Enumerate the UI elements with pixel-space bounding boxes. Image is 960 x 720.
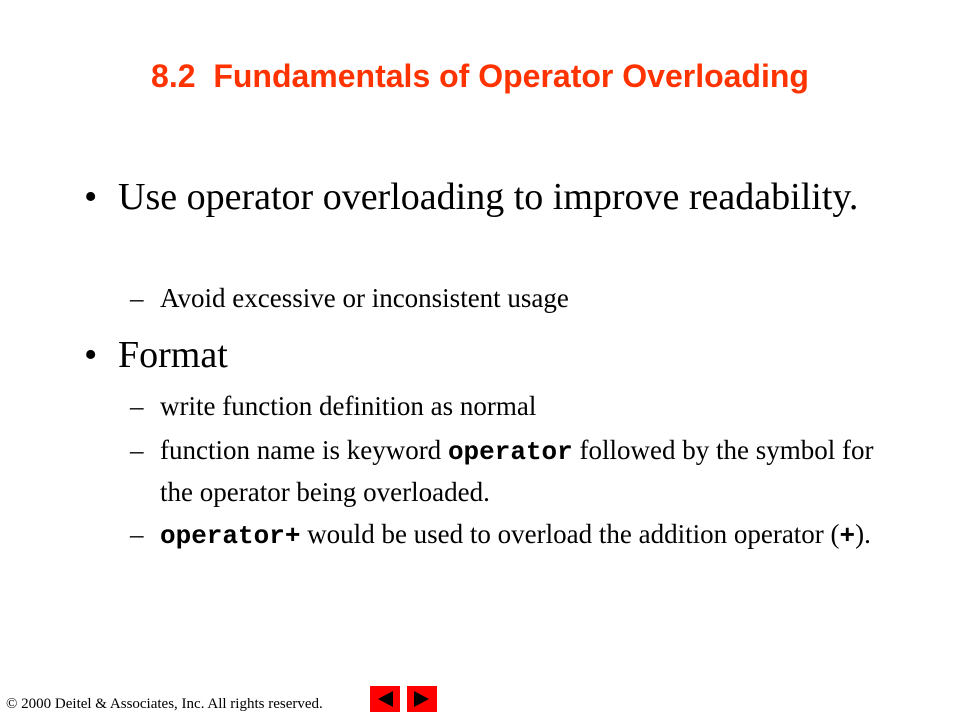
copyright-icon: © bbox=[6, 696, 18, 712]
dash-icon: – bbox=[130, 283, 144, 313]
code-plus: + bbox=[839, 521, 856, 551]
copyright-footer bbox=[6, 694, 323, 714]
code-operator-plus: operator+ bbox=[160, 521, 301, 551]
slide-title: 8.2 Fundamentals of Operator Overloading bbox=[151, 58, 809, 94]
subitem-text: write function definition as normal bbox=[160, 391, 537, 421]
dash-icon: – bbox=[130, 391, 144, 421]
code-operator: operator bbox=[447, 437, 573, 467]
subitem-text: Avoid excessive or inconsistent usage bbox=[160, 283, 569, 313]
text-after: followed by the symbol for the operator being overloaded. bbox=[160, 435, 874, 507]
previous-slide-button[interactable] bbox=[370, 686, 400, 712]
bullet-icon: • bbox=[84, 176, 98, 218]
left-arrow-icon bbox=[370, 686, 400, 712]
text-end: ). bbox=[855, 519, 871, 549]
bullet-text: Format bbox=[118, 334, 228, 376]
dash-icon: – bbox=[130, 519, 144, 549]
next-slide-button[interactable] bbox=[407, 686, 437, 712]
subitem-text bbox=[160, 430, 880, 512]
subitem-text bbox=[160, 514, 880, 556]
text-before: function name is keyword bbox=[160, 435, 448, 465]
bullet-icon: • bbox=[84, 334, 98, 376]
bullet-text: Use operator overloading to improve readability. bbox=[118, 176, 859, 218]
copyright-text: 2000 Deitel & Associates, Inc. All rights reserved. bbox=[21, 696, 323, 712]
text-middle: would be used to overload the addition operator ( bbox=[300, 519, 840, 549]
dash-icon: – bbox=[130, 435, 144, 465]
right-arrow-icon bbox=[407, 686, 437, 712]
